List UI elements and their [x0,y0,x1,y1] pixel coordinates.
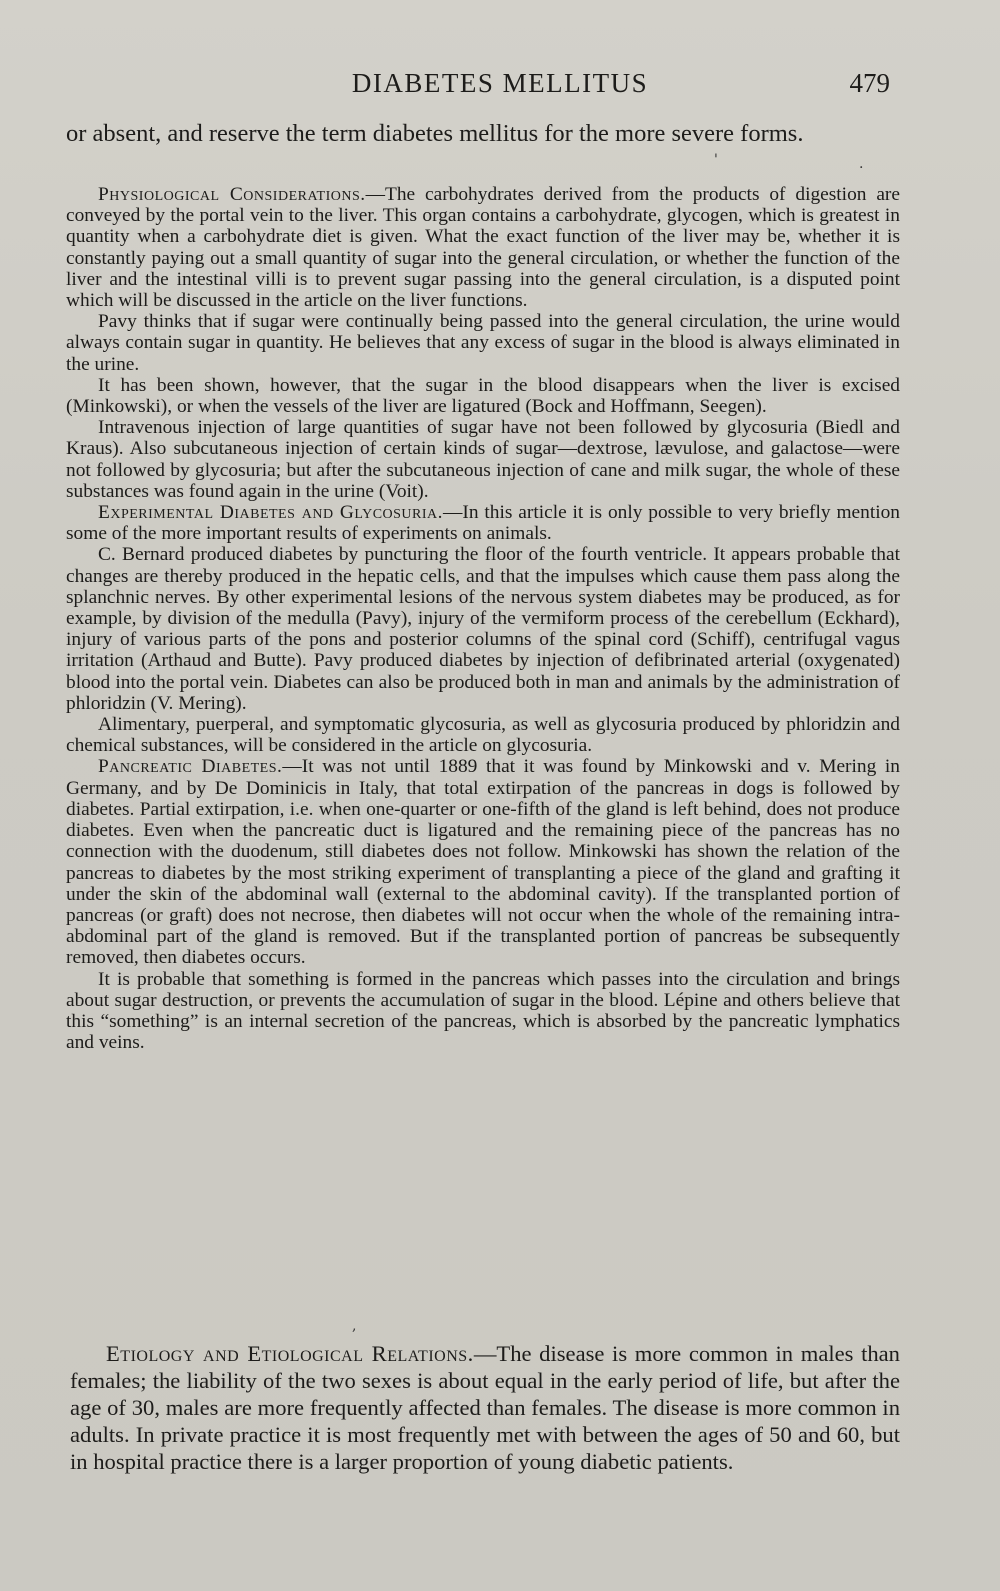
continuation-paragraph: or absent, and reserve the term diabetes mellitus for the more severe forms. [66,120,804,147]
etiology-section [70,1340,900,1475]
etiology-paragraph [70,1340,900,1475]
section-heading-pancreatic: Pancreatic Diabetes. [98,756,283,778]
physiological-paragraph-4: Intravenous injection of large quantities of sugar have not been followed by glycosuria (Biedl and Kraus). Also subcutaneous injection of certain kinds of sugar—dextrose, lævulose, and galactose—were not followed by glycosuria; but after the subcutaneous injection of cane and milk sugar, the whole of these substances was found again in the urine (Voit). [66,417,900,502]
section-heading-experimental: Experimental Diabetes and Glycosuria. [98,502,443,524]
stray-mark: , [352,1318,357,1334]
section-heading-etiology: Etiology and Etiological Relations. [106,1341,474,1366]
physiological-paragraph-3: It has been shown, however, that the sugar in the blood disappears when the liver is excised (Minkowski), or when the vessels of the liver are ligatured (Bock and Hoffmann, Seegen). [66,374,900,418]
pancreatic-text-1: —It was not until 1889 that it was found by Minkowski and v. Mering in Germany, and by De Dominicis in Italy, that total extirpation of the pancreas in dogs is followed by diabetes. Partial extirpation, i.e. when one-quarter or one-fifth of the gland is left behind, does not produce diabetes. Even when the pancreatic duct is ligatured and the remaining piece of the pancreas has no connection with the duodenum, still diabetes does not follow. Minkowski has shown the relation of the pancreas to diabetes by the most striking experiment of transplanting a piece of the gland and grafting it under the skin of the abdominal wall (external to the abdominal cavity). If the transplanted portion of pancreas (or graft) does not necrose, then diabetes will not occur when the whole of the remaining intra-abdominal part of the gland is removed. But if the transplanted portion of pancreas be subsequently removed, then diabetes occurs. [66,756,900,969]
stray-mark: . [859,156,864,172]
etiology-text: —The disease is more common in males than females; the liability of the two sexes is about equal in the early period of life, but after the age of 30, males are more frequently affected than females. The disease is more common in adults. In private practice it is most frequently met with between the ages of 50 and 60, but in hospital practice there is a larger proportion of young diabetic patients. [70,1341,900,1474]
physiological-paragraph-2: Pavy thinks that if sugar were continually being passed into the general circulation, the urine would always contain sugar in quantity. He believes that any excess of sugar in the blood is always eliminated in the urine. [66,311,900,375]
experimental-text-1: —In this article it is only possible to very briefly mention some of the more important results of experiments on animals. [66,502,900,545]
experimental-paragraph-2: C. Bernard produced diabetes by puncturing the floor of the fourth ventricle. It appears probable that changes are thereby produced in the hepatic cells, and that the impulses which cause them pass along the splanchnic nerves. By other experimental lesions of the nervous system diabetes may be produced, as for example, by division of the medulla (Pavy), injury of the vermiform process of the cerebellum (Eckhard), injury of various parts of the pons and posterior columns of the spinal cord (Schiff), centrifugal vagus irritation (Arthaud and Butte). Pavy produced diabetes by injection of defibrinated arterial (oxygenated) blood into the portal vein. Diabetes can also be produced both in man and animals by the administration of phloridzin (V. Mering). [66,544,900,714]
stray-mark: ' [714,152,718,168]
physiological-text-1: —The carbohydrates derived from the products of digestion are conveyed by the portal vein to the liver. This organ contains a carbohydrate, glycogen, which is greatest in quantity when a carbohydrate diet is given. What the exact function of the liver may be, whether it is constantly paying out a small quantity of sugar into the general circulation, or whether the function of the liver and the intestinal villi is to prevent sugar passing into the general circulation, is a disputed point which will be discussed in the article on the liver functions. [66,184,900,312]
page-number: 479 [849,68,890,98]
experimental-paragraph-3: Alimentary, puerperal, and symptomatic glycosuria, as well as glycosuria produced by phloridzin and chemical substances, will be considered in the article on glycosuria. [66,714,900,757]
running-title: DIABETES MELLITUS [351,68,649,98]
body-text [66,120,900,1053]
pancreatic-paragraph-1 [66,756,900,968]
section-heading-physiological: Physiological Considerations. [98,184,366,205]
pancreatic-paragraph-2: It is probable that something is formed in the pancreas which passes into the circulation and brings about sugar destruction, or prevents the accumulation of sugar in the blood. Lépine and others believe that this “something” is an internal secretion of the pancreas, which is absorbed by the pancreatic lymphatics and veins. [66,968,900,1054]
experimental-paragraph-1 [66,502,900,544]
physiological-paragraph-1 [66,184,900,311]
running-head [0,68,1000,104]
